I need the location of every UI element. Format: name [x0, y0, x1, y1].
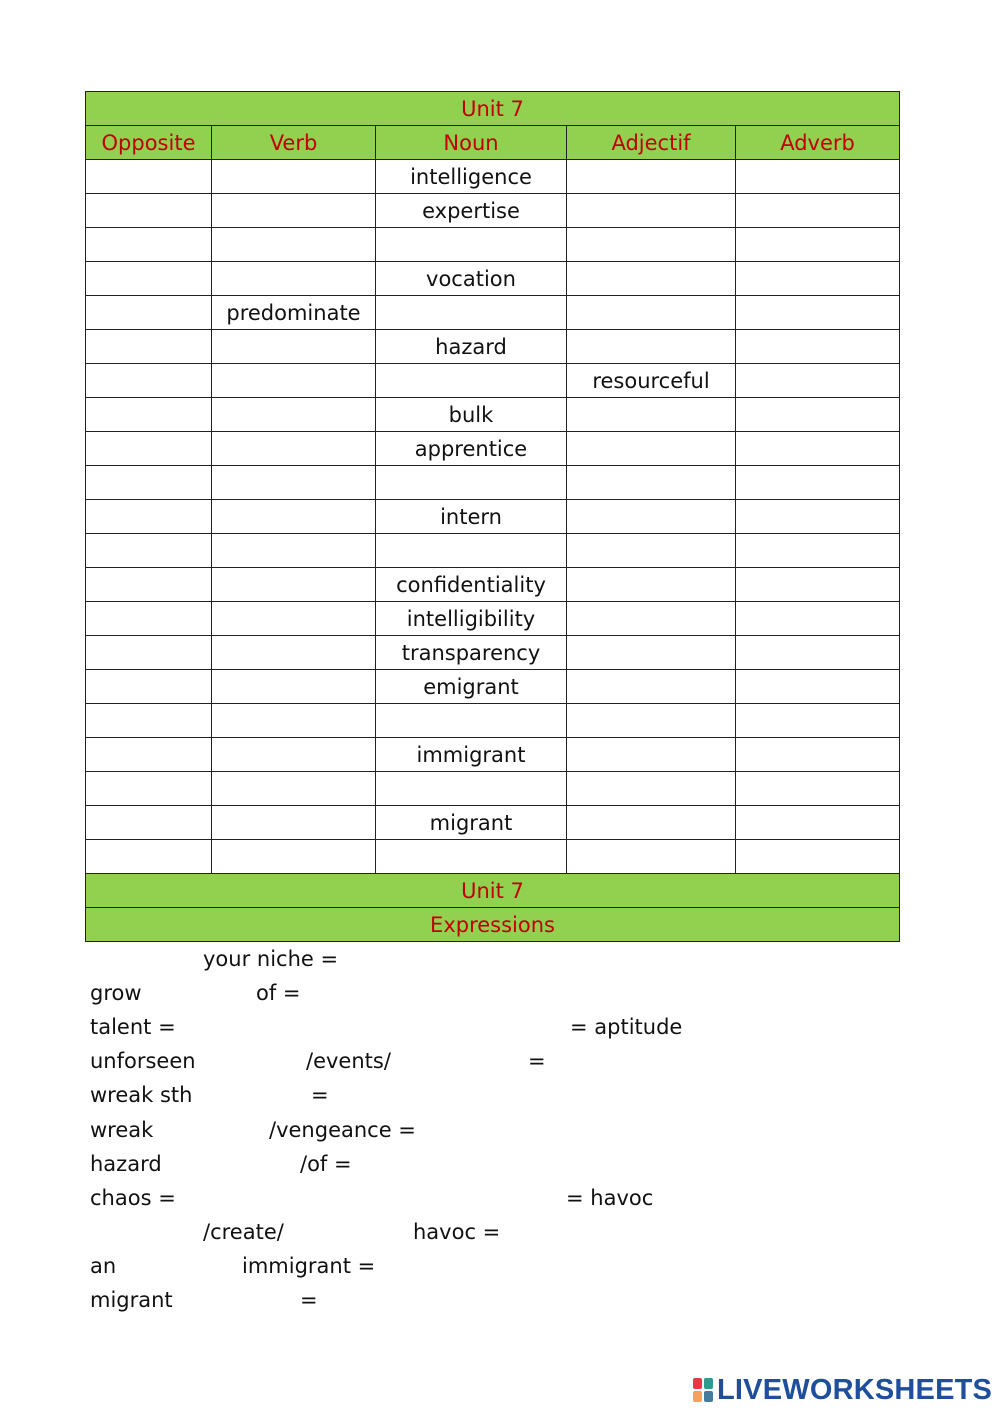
table-row — [86, 840, 900, 874]
cell-noun: intern — [376, 500, 567, 534]
cell-opposite[interactable] — [86, 194, 212, 228]
cell-opposite[interactable] — [86, 296, 212, 330]
table-row — [86, 534, 900, 568]
cell-adverb[interactable] — [736, 398, 900, 432]
cell-adverb[interactable] — [736, 194, 900, 228]
cell-adverb[interactable] — [736, 806, 900, 840]
cell-adverb[interactable] — [736, 568, 900, 602]
cell-verb: predominate — [212, 296, 376, 330]
cell-adjective[interactable] — [567, 262, 736, 296]
cell-verb[interactable] — [212, 194, 376, 228]
cell-adverb[interactable] — [736, 432, 900, 466]
table-row — [86, 296, 900, 330]
cell-verb[interactable] — [212, 704, 376, 738]
cell-noun: expertise — [376, 194, 567, 228]
cell-adjective[interactable] — [567, 330, 736, 364]
cell-noun: emigrant — [376, 670, 567, 704]
cell-adverb[interactable] — [736, 704, 900, 738]
expression-fragment: your niche = — [203, 947, 339, 971]
cell-opposite[interactable] — [86, 534, 212, 568]
expression-fragment: immigrant = — [242, 1253, 376, 1278]
table-row — [86, 568, 900, 602]
cell-noun[interactable] — [376, 704, 567, 738]
cell-adjective[interactable] — [567, 670, 736, 704]
cell-opposite[interactable] — [86, 602, 212, 636]
expression-fragment: wreak — [90, 1117, 154, 1142]
cell-adjective[interactable] — [567, 704, 736, 738]
vocabulary-table — [85, 91, 900, 942]
table-row — [86, 364, 900, 398]
cell-adverb[interactable] — [736, 602, 900, 636]
cell-adjective[interactable] — [567, 194, 736, 228]
cell-adjective[interactable] — [567, 568, 736, 602]
cell-verb[interactable] — [212, 602, 376, 636]
cell-adjective[interactable] — [567, 500, 736, 534]
cell-adjective[interactable] — [567, 840, 736, 874]
cell-noun: intelligibility — [376, 602, 567, 636]
cell-noun: hazard — [376, 330, 567, 364]
table-row — [86, 262, 900, 296]
cell-adjective[interactable] — [567, 398, 736, 432]
cell-adverb[interactable] — [736, 636, 900, 670]
expression-fragment: /of = — [300, 1151, 352, 1176]
cell-verb[interactable] — [212, 772, 376, 806]
cell-adverb[interactable] — [736, 330, 900, 364]
cell-adjective[interactable] — [567, 160, 736, 194]
cell-verb[interactable] — [212, 160, 376, 194]
expression-fragment: chaos = — [90, 1185, 176, 1210]
expression-fragment: of = — [256, 981, 301, 1006]
cell-opposite[interactable] — [86, 670, 212, 704]
cell-opposite[interactable] — [86, 398, 212, 432]
cell-verb[interactable] — [212, 500, 376, 534]
table-row — [86, 738, 900, 772]
expression-fragment: = — [528, 1049, 546, 1074]
cell-opposite[interactable] — [86, 262, 212, 296]
cell-verb[interactable] — [212, 840, 376, 874]
cell-noun[interactable] — [376, 364, 567, 398]
cell-opposite[interactable] — [86, 364, 212, 398]
cell-opposite[interactable] — [86, 160, 212, 194]
cell-adjective[interactable] — [567, 228, 736, 262]
cell-adjective: resourceful — [567, 364, 736, 398]
cell-opposite[interactable] — [86, 228, 212, 262]
expression-fragment: = — [311, 1083, 329, 1108]
expression-fragment: migrant — [90, 1288, 173, 1312]
table-row — [86, 704, 900, 738]
header-adverb: Adverb — [736, 126, 900, 160]
cell-verb[interactable] — [212, 534, 376, 568]
cell-opposite[interactable] — [86, 466, 212, 500]
cell-noun: bulk — [376, 398, 567, 432]
header-verb: Verb — [212, 126, 376, 160]
cell-opposite[interactable] — [86, 568, 212, 602]
cell-noun: vocation — [376, 262, 567, 296]
cell-opposite[interactable] — [86, 840, 212, 874]
cell-opposite[interactable] — [86, 330, 212, 364]
expression-fragment: /events/ — [306, 1049, 391, 1074]
table-row — [86, 670, 900, 704]
expression-fragment: havoc = — [413, 1219, 501, 1244]
expression-fragment: wreak sth — [90, 1083, 193, 1108]
cell-noun: apprentice — [376, 432, 567, 466]
expression-fragment: = — [300, 1288, 318, 1312]
liveworksheets-logo — [692, 1374, 992, 1406]
cell-adverb[interactable] — [736, 296, 900, 330]
cell-adverb[interactable] — [736, 534, 900, 568]
logo-text: LIVEWORKSHEETS — [717, 1373, 993, 1406]
cell-adjective[interactable] — [567, 432, 736, 466]
cell-verb[interactable] — [212, 228, 376, 262]
footer-unit-title: Unit 7 — [86, 874, 900, 908]
table-row — [86, 500, 900, 534]
cell-noun[interactable] — [376, 840, 567, 874]
cell-adverb[interactable] — [736, 160, 900, 194]
cell-verb[interactable] — [212, 398, 376, 432]
expressions-title: Expressions — [86, 908, 900, 942]
cell-noun: transparency — [376, 636, 567, 670]
table-row — [86, 194, 900, 228]
table-row — [86, 602, 900, 636]
cell-opposite[interactable] — [86, 772, 212, 806]
header-adjective: Adjectif — [567, 126, 736, 160]
expression-fragment: unforseen — [90, 1049, 196, 1074]
table-row — [86, 330, 900, 364]
table-row — [86, 466, 900, 500]
cell-verb[interactable] — [212, 670, 376, 704]
cell-noun[interactable] — [376, 466, 567, 500]
header-row — [86, 126, 900, 160]
cell-verb[interactable] — [212, 636, 376, 670]
cell-verb[interactable] — [212, 466, 376, 500]
cell-verb[interactable] — [212, 432, 376, 466]
header-noun: Noun — [376, 126, 567, 160]
cell-verb[interactable] — [212, 568, 376, 602]
cell-adverb[interactable] — [736, 466, 900, 500]
cell-adverb[interactable] — [736, 840, 900, 874]
cell-opposite[interactable] — [86, 738, 212, 772]
expression-fragment: = havoc — [566, 1185, 654, 1210]
cell-noun: migrant — [376, 806, 567, 840]
unit-title: Unit 7 — [86, 92, 900, 126]
cell-verb[interactable] — [212, 806, 376, 840]
cell-adjective[interactable] — [567, 772, 736, 806]
cell-opposite[interactable] — [86, 432, 212, 466]
cell-noun[interactable] — [376, 228, 567, 262]
table-row — [86, 806, 900, 840]
cell-verb[interactable] — [212, 738, 376, 772]
cell-adverb[interactable] — [736, 772, 900, 806]
cell-opposite[interactable] — [86, 500, 212, 534]
cell-opposite[interactable] — [86, 636, 212, 670]
cell-noun: confidentiality — [376, 568, 567, 602]
table-row — [86, 636, 900, 670]
table-row — [86, 228, 900, 262]
cell-adverb[interactable] — [736, 228, 900, 262]
cell-adjective[interactable] — [567, 466, 736, 500]
expression-fragment: /vengeance = — [269, 1117, 416, 1142]
expression-fragment: talent = — [90, 1015, 176, 1040]
cell-verb[interactable] — [212, 262, 376, 296]
cell-adjective[interactable] — [567, 296, 736, 330]
expression-fragment: grow — [90, 981, 142, 1006]
cell-adverb[interactable] — [736, 262, 900, 296]
cell-verb[interactable] — [212, 364, 376, 398]
table-row — [86, 160, 900, 194]
expression-fragment: hazard — [90, 1151, 162, 1176]
cell-adjective[interactable] — [567, 602, 736, 636]
cell-adjective[interactable] — [567, 738, 736, 772]
cell-adverb[interactable] — [736, 670, 900, 704]
cell-adverb[interactable] — [736, 500, 900, 534]
expression-fragment: = aptitude — [570, 1015, 683, 1040]
expression-fragment: an — [90, 1253, 117, 1278]
table-row — [86, 772, 900, 806]
table-row — [86, 398, 900, 432]
cell-adjective[interactable] — [567, 806, 736, 840]
cell-opposite[interactable] — [86, 806, 212, 840]
cell-adverb[interactable] — [736, 364, 900, 398]
cell-opposite[interactable] — [86, 704, 212, 738]
cell-noun: immigrant — [376, 738, 567, 772]
cell-adjective[interactable] — [567, 534, 736, 568]
cell-noun[interactable] — [376, 296, 567, 330]
table-row — [86, 432, 900, 466]
expression-fragment: /create/ — [203, 1219, 284, 1244]
liveworksheets-grid-icon — [692, 1377, 714, 1403]
cell-noun[interactable] — [376, 534, 567, 568]
cell-verb[interactable] — [212, 330, 376, 364]
cell-noun: intelligence — [376, 160, 567, 194]
cell-adverb[interactable] — [736, 738, 900, 772]
cell-noun[interactable] — [376, 772, 567, 806]
cell-adjective[interactable] — [567, 636, 736, 670]
header-opposite: Opposite — [86, 126, 212, 160]
